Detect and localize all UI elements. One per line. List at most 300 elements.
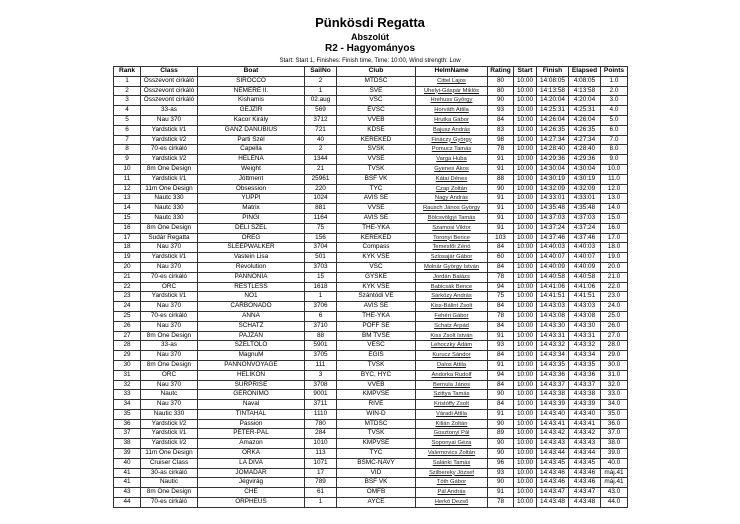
helm-name-cell[interactable]: Váradi Attila (416, 409, 488, 419)
boat-cell: NEMERE II. (198, 86, 305, 96)
rating-cell: 90 (488, 184, 514, 194)
rank-cell: 13 (114, 194, 141, 204)
elapsed-cell: 4:43:46 (569, 478, 601, 488)
class-cell: 8m One Design (141, 488, 198, 498)
finish-cell: 14:43:48 (537, 498, 569, 508)
boat-cell: HELIKON (198, 370, 305, 380)
rating-cell: 78 (488, 272, 514, 282)
elapsed-cell: 4:43:03 (569, 302, 601, 312)
helm-name-cell[interactable]: Fehéri Gábor (416, 311, 488, 321)
helm-name-cell[interactable]: Fináczy György (416, 135, 488, 145)
helm-name-cell[interactable]: Gosztonyi Pál (416, 429, 488, 439)
table-row (114, 390, 628, 400)
rank-cell: 25 (114, 311, 141, 321)
points-cell: 1.0 (601, 76, 628, 86)
class-cell: Yardstick I/2 (141, 439, 198, 449)
start-cell: 10:00 (514, 429, 537, 439)
helm-name-cell[interactable]: Toronyi Bence (416, 233, 488, 243)
points-cell: 21.0 (601, 272, 628, 282)
rating-cell: 90 (488, 449, 514, 459)
club-cell: VVSE (337, 155, 416, 165)
rank-cell: 3 (114, 96, 141, 106)
class-cell: Yardstick I/1 (141, 292, 198, 302)
rank-cell: 8 (114, 145, 141, 155)
column-header-boat: Boat (198, 67, 305, 77)
rank-cell: 18 (114, 243, 141, 253)
club-cell: VVEB (337, 380, 416, 390)
points-cell: 31.0 (601, 370, 628, 380)
boat-cell: PÉTER-PÁL (198, 429, 305, 439)
finish-cell: 14:43:37 (537, 380, 569, 390)
column-header-points: Points (601, 67, 628, 77)
rating-cell: 84 (488, 115, 514, 125)
class-cell: 70-es cirkáló (141, 498, 198, 508)
class-cell: Nautc (141, 390, 198, 400)
start-cell: 10:00 (514, 292, 537, 302)
elapsed-cell: 4:43:45 (569, 458, 601, 468)
points-cell: 24.0 (601, 302, 628, 312)
finish-cell: 14:43:32 (537, 341, 569, 351)
elapsed-cell: 4:40:03 (569, 243, 601, 253)
table-row (114, 272, 628, 282)
club-cell: PÖFF SE (337, 321, 416, 331)
club-cell: TVSK (337, 429, 416, 439)
helm-name-cell[interactable]: Kurucz Sándor (416, 351, 488, 361)
class-cell: Nautic (141, 478, 198, 488)
points-cell: 4.0 (601, 106, 628, 116)
helm-name-cell[interactable]: Szittya Tamás (416, 390, 488, 400)
rating-cell: 90 (488, 390, 514, 400)
helm-name-cell[interactable]: Kiss Zsolt István (416, 331, 488, 341)
points-cell: 7.0 (601, 135, 628, 145)
elapsed-cell: 4:13:58 (569, 86, 601, 96)
boat-cell: SIROCCO (198, 76, 305, 86)
table-row (114, 213, 628, 223)
class-cell: Sudár Regatta (141, 233, 198, 243)
points-cell: 38.0 (601, 439, 628, 449)
helm-name-cell[interactable]: Bernula János (416, 380, 488, 390)
finish-cell: 14:43:38 (537, 390, 569, 400)
finish-cell: 14:28:40 (537, 145, 569, 155)
club-cell: WIN-D (337, 409, 416, 419)
race-name: R2 - Hagyományos (324, 43, 416, 54)
sail-no-cell: 17 (305, 468, 337, 478)
rank-cell: 29 (114, 351, 141, 361)
class-cell: Nau 370 (141, 380, 198, 390)
table-row (114, 223, 628, 233)
points-cell: 35.0 (601, 409, 628, 419)
finish-cell: 14:43:46 (537, 478, 569, 488)
finish-cell: 14:43:03 (537, 302, 569, 312)
finish-cell: 14:26:35 (537, 125, 569, 135)
table-row (114, 321, 628, 331)
points-cell: 2.0 (601, 86, 628, 96)
class-cell: Yardstick I/1 (141, 253, 198, 263)
helm-name-cell[interactable]: Czap Zoltán (416, 184, 488, 194)
table-row (114, 331, 628, 341)
table-row (114, 341, 628, 351)
sail-no-cell: 721 (305, 125, 337, 135)
table-row (114, 302, 628, 312)
rating-cell: 93 (488, 468, 514, 478)
rating-cell: 91 (488, 155, 514, 165)
finish-cell: 14:30:04 (537, 164, 569, 174)
points-cell: 33.0 (601, 390, 628, 400)
boat-cell: ORKA (198, 449, 305, 459)
start-cell: 10:00 (514, 204, 537, 214)
points-cell: 25.0 (601, 311, 628, 321)
sail-no-cell: 5901 (305, 341, 337, 351)
finish-cell: 14:43:08 (537, 311, 569, 321)
helm-name-cell[interactable]: Valernovics Zoltán (416, 449, 488, 459)
points-cell: 15.0 (601, 213, 628, 223)
finish-cell: 14:37:46 (537, 233, 569, 243)
rank-cell: 33 (114, 390, 141, 400)
sail-no-cell: 15 (305, 272, 337, 282)
table-row (114, 135, 628, 145)
table-row (114, 96, 628, 106)
table-row (114, 145, 628, 155)
class-cell: 33-as (141, 341, 198, 351)
helm-name-cell[interactable]: Babicsák Bence (416, 282, 488, 292)
helm-name-cell[interactable]: Horváth Attila (416, 106, 488, 116)
class-cell: ORC (141, 370, 198, 380)
boat-cell: ANNA (198, 311, 305, 321)
points-cell: 6.0 (601, 125, 628, 135)
helm-name-cell[interactable]: Dalos Attila (416, 360, 488, 370)
table-row (114, 429, 628, 439)
table-row (114, 125, 628, 135)
elapsed-cell: 4:26:35 (569, 125, 601, 135)
elapsed-cell: 4:43:43 (569, 439, 601, 449)
helm-name-cell[interactable]: Pomucz Tamás (416, 145, 488, 155)
rating-cell: 90 (488, 96, 514, 106)
points-cell: 27.0 (601, 331, 628, 341)
class-cell: 8m One Design (141, 360, 198, 370)
club-cell: VVSE (337, 204, 416, 214)
helm-name-cell[interactable]: Szlosajár Gábor (416, 253, 488, 263)
finish-cell: 14:37:24 (537, 223, 569, 233)
finish-cell: 14:33:01 (537, 194, 569, 204)
points-cell: 36.0 (601, 419, 628, 429)
rank-cell: 22 (114, 282, 141, 292)
sail-no-cell: 1618 (305, 282, 337, 292)
club-cell: TVSK (337, 360, 416, 370)
finish-cell: 14:25:31 (537, 106, 569, 116)
helm-name-cell[interactable]: Gyenes Ákos (416, 164, 488, 174)
finish-cell: 14:41:06 (537, 282, 569, 292)
club-cell: SVSK (337, 145, 416, 155)
column-header-start: Start (514, 67, 537, 77)
table-row (114, 164, 628, 174)
helm-name-cell[interactable]: Pál András (416, 488, 488, 498)
club-cell: KYK VSE (337, 253, 416, 263)
sail-no-cell: 21 (305, 164, 337, 174)
start-cell: 10:00 (514, 184, 537, 194)
class-cell: Cruiser Class (141, 458, 198, 468)
points-cell: 14.0 (601, 204, 628, 214)
points-cell: 29.0 (601, 351, 628, 361)
points-cell: 32.0 (601, 380, 628, 390)
club-cell: TVSK (337, 164, 416, 174)
club-cell: BSMC-NAVY (337, 458, 416, 468)
class-cell: Yardstick I/1 (141, 125, 198, 135)
start-cell: 10:00 (514, 311, 537, 321)
elapsed-cell: 4:29:36 (569, 155, 601, 165)
elapsed-cell: 4:32:09 (569, 184, 601, 194)
elapsed-cell: 4:43:42 (569, 429, 601, 439)
boat-cell: GANZ DANUBIUS (198, 125, 305, 135)
rating-cell: 78 (488, 311, 514, 321)
rank-cell: 26 (114, 321, 141, 331)
table-row (114, 243, 628, 253)
helm-name-cell[interactable]: Kilián Zoltán (416, 419, 488, 429)
elapsed-cell: 4:37:03 (569, 213, 601, 223)
rank-cell: 16 (114, 223, 141, 233)
helm-name-cell[interactable]: Varga Huba (416, 155, 488, 165)
helm-name-cell[interactable]: Bajusz András (416, 125, 488, 135)
points-cell: 28.0 (601, 341, 628, 351)
elapsed-cell: 4:27:34 (569, 135, 601, 145)
column-header-rating: Rating (488, 67, 514, 77)
helm-name-cell[interactable]: Uhelyi-Gáspár Miklós (416, 86, 488, 96)
start-cell: 10:00 (514, 115, 537, 125)
sail-no-cell: 501 (305, 253, 337, 263)
club-cell: GYSKE (337, 272, 416, 282)
helm-name-cell[interactable]: Rausch János György (416, 204, 488, 214)
elapsed-cell: 4:43:31 (569, 331, 601, 341)
elapsed-cell: 4:43:44 (569, 449, 601, 459)
helm-name-cell[interactable]: Molnár György István (416, 262, 488, 272)
table-row (114, 458, 628, 468)
finish-cell: 14:41:51 (537, 292, 569, 302)
finish-cell: 14:20:04 (537, 96, 569, 106)
rating-cell: 84 (488, 380, 514, 390)
rank-cell: 12 (114, 184, 141, 194)
table-row (114, 253, 628, 263)
rank-cell: 10 (114, 164, 141, 174)
start-cell: 10:00 (514, 164, 537, 174)
helm-name-cell[interactable]: Hrutka Gábor (416, 115, 488, 125)
club-cell: AYCE (337, 498, 416, 508)
sail-no-cell: 111 (305, 360, 337, 370)
class-cell: Yardstick I/1 (141, 174, 198, 184)
start-cell: 10:00 (514, 341, 537, 351)
rank-cell: 44 (114, 498, 141, 508)
class-cell: Yardstick I/2 (141, 419, 198, 429)
table-row (114, 360, 628, 370)
boat-cell: TINTAHAL (198, 409, 305, 419)
points-cell: 26.0 (601, 321, 628, 331)
start-cell: 10:00 (514, 253, 537, 263)
start-cell: 10:00 (514, 458, 537, 468)
rank-cell: 2 (114, 86, 141, 96)
rank-cell: 19 (114, 253, 141, 263)
race-info: Start: Start 1, Finishes: Finish time, Time: 10:00, Wind strength: Low (279, 58, 461, 64)
class-cell: Összevont cirkáló (141, 86, 198, 96)
points-cell: 39.0 (601, 449, 628, 459)
helm-name-cell[interactable]: Soponyai Géza (416, 439, 488, 449)
column-header-elapsed: Elapsed (569, 67, 601, 77)
rating-cell: 89 (488, 429, 514, 439)
sail-no-cell: 25961 (305, 174, 337, 184)
club-cell: BM TVSE (337, 331, 416, 341)
rating-cell: 91 (488, 360, 514, 370)
club-cell: THE-YKA (337, 223, 416, 233)
points-cell: 5.0 (601, 115, 628, 125)
helm-name-cell[interactable]: Temesfői Zénó (416, 243, 488, 253)
rating-cell: 91 (488, 204, 514, 214)
club-cell: THE-YKA (337, 311, 416, 321)
column-header-class: Class (141, 67, 198, 77)
helm-name-cell[interactable]: Lehoczky Ádám (416, 341, 488, 351)
finish-cell: 14:26:04 (537, 115, 569, 125)
start-cell: 10:00 (514, 400, 537, 410)
rank-cell: 24 (114, 302, 141, 312)
elapsed-cell: 4:43:39 (569, 400, 601, 410)
elapsed-cell: 4:35:48 (569, 204, 601, 214)
finish-cell: 14:43:44 (537, 449, 569, 459)
start-cell: 10:00 (514, 419, 537, 429)
club-cell: VSC (337, 96, 416, 106)
elapsed-cell: 4:43:38 (569, 390, 601, 400)
start-cell: 10:00 (514, 478, 537, 488)
rating-cell: 84 (488, 400, 514, 410)
boat-cell: SZÉLTOLÓ (198, 341, 305, 351)
start-cell: 10:00 (514, 488, 537, 498)
sail-no-cell: 3704 (305, 243, 337, 253)
sail-no-cell: 1164 (305, 213, 337, 223)
helm-name-cell[interactable]: Sárközy András (416, 292, 488, 302)
elapsed-cell: 4:43:46 (569, 468, 601, 478)
column-header-sail-no: SailNo (305, 67, 337, 77)
rank-cell: 39 (114, 449, 141, 459)
helm-name-cell[interactable]: Kátai Dénes (416, 174, 488, 184)
boat-cell: Jégvirág (198, 478, 305, 488)
class-cell: Nautic 330 (141, 409, 198, 419)
points-cell: 34.0 (601, 400, 628, 410)
class-cell: Nautc 330 (141, 194, 198, 204)
rank-cell: 17 (114, 233, 141, 243)
boat-cell: PAJZÁN (198, 331, 305, 341)
table-row (114, 106, 628, 116)
club-cell: MTDSC (337, 76, 416, 86)
boat-cell: Vastein Lisa (198, 253, 305, 263)
finish-cell: 14:43:46 (537, 468, 569, 478)
rating-cell: 91 (488, 223, 514, 233)
rating-cell: 78 (488, 498, 514, 508)
table-row (114, 478, 628, 488)
boat-cell: GEJZÍR (198, 106, 305, 116)
finish-cell: 14:43:39 (537, 400, 569, 410)
class-cell: Nautc 330 (141, 213, 198, 223)
finish-cell: 14:40:03 (537, 243, 569, 253)
sail-no-cell: 156 (305, 233, 337, 243)
sail-no-cell: 1 (305, 498, 337, 508)
rating-cell: 83 (488, 125, 514, 135)
helm-name-cell[interactable]: Jordán Balázs (416, 272, 488, 282)
class-cell: Yardstick I/1 (141, 429, 198, 439)
finish-cell: 14:43:36 (537, 370, 569, 380)
results-table (113, 66, 628, 508)
helm-name-cell[interactable]: Schatz Árpád (416, 321, 488, 331)
helm-name-cell[interactable]: Kiss-Bálint Zsolt (416, 302, 488, 312)
rating-cell: 103 (488, 233, 514, 243)
points-cell: 44.0 (601, 498, 628, 508)
sail-no-cell: 3708 (305, 380, 337, 390)
boat-cell: PANNONVOYAGE (198, 360, 305, 370)
helm-name-cell[interactable]: Kristóffy Zsolt (416, 400, 488, 410)
elapsed-cell: 4:25:31 (569, 106, 601, 116)
table-row (114, 488, 628, 498)
points-cell: máj.41 (601, 478, 628, 488)
class-cell: 8m One Design (141, 331, 198, 341)
helm-name-cell[interactable]: Szamosi Viktor (416, 223, 488, 233)
rating-cell: 91 (488, 331, 514, 341)
helm-name-cell[interactable]: Nagy András (416, 194, 488, 204)
helm-name-cell[interactable]: Bölcsvölgyi Tamás (416, 213, 488, 223)
class-cell: Összevont cirkáló (141, 76, 198, 86)
points-cell: 22.0 (601, 282, 628, 292)
rank-cell: 27 (114, 331, 141, 341)
rank-cell: 32 (114, 380, 141, 390)
helm-name-cell[interactable]: Szilberekу József (416, 468, 488, 478)
table-row (114, 351, 628, 361)
boat-cell: Weight (198, 164, 305, 174)
rating-cell: 91 (488, 164, 514, 174)
class-cell: 70-es cirkáló (141, 145, 198, 155)
table-row (114, 76, 628, 86)
club-cell: VID (337, 468, 416, 478)
helm-name-cell[interactable]: Herkó Dezső (416, 498, 488, 508)
club-cell: KMPVSE (337, 390, 416, 400)
boat-cell: ÖREG (198, 233, 305, 243)
sail-no-cell: 1024 (305, 194, 337, 204)
rank-cell: 14 (114, 204, 141, 214)
helm-name-cell[interactable]: Hrehuss György (416, 96, 488, 106)
rating-cell: 91 (488, 488, 514, 498)
table-row (114, 174, 628, 184)
club-cell: VESC (337, 341, 416, 351)
class-cell: 30-as cirkáló (141, 468, 198, 478)
sail-no-cell: 2 (305, 76, 337, 86)
start-cell: 10:00 (514, 86, 537, 96)
helm-name-cell[interactable]: Andorka Rudolf (416, 370, 488, 380)
elapsed-cell: 4:41:51 (569, 292, 601, 302)
class-cell: Yardstick I/2 (141, 155, 198, 165)
table-row (114, 380, 628, 390)
start-cell: 10:00 (514, 213, 537, 223)
class-cell: Nau 370 (141, 243, 198, 253)
class-cell: 8m One Design (141, 223, 198, 233)
finish-cell: 14:43:31 (537, 331, 569, 341)
start-cell: 10:00 (514, 439, 537, 449)
class-cell: 8m One Design (141, 164, 198, 174)
helm-name-cell[interactable]: Cittel Lajos (416, 76, 488, 86)
start-cell: 10:00 (514, 135, 537, 145)
table-row (114, 449, 628, 459)
finish-cell: 14:29:36 (537, 155, 569, 165)
rank-cell: 11 (114, 174, 141, 184)
table-row (114, 400, 628, 410)
boat-cell: Capella (198, 145, 305, 155)
helm-name-cell[interactable]: Salánki Tamás (416, 458, 488, 468)
helm-name-cell[interactable]: Tóth Gábor (416, 478, 488, 488)
boat-cell: Obsession (198, 184, 305, 194)
club-cell: KMPVSE (337, 439, 416, 449)
boat-cell: Parti Szél (198, 135, 305, 145)
elapsed-cell: 4:08:05 (569, 76, 601, 86)
